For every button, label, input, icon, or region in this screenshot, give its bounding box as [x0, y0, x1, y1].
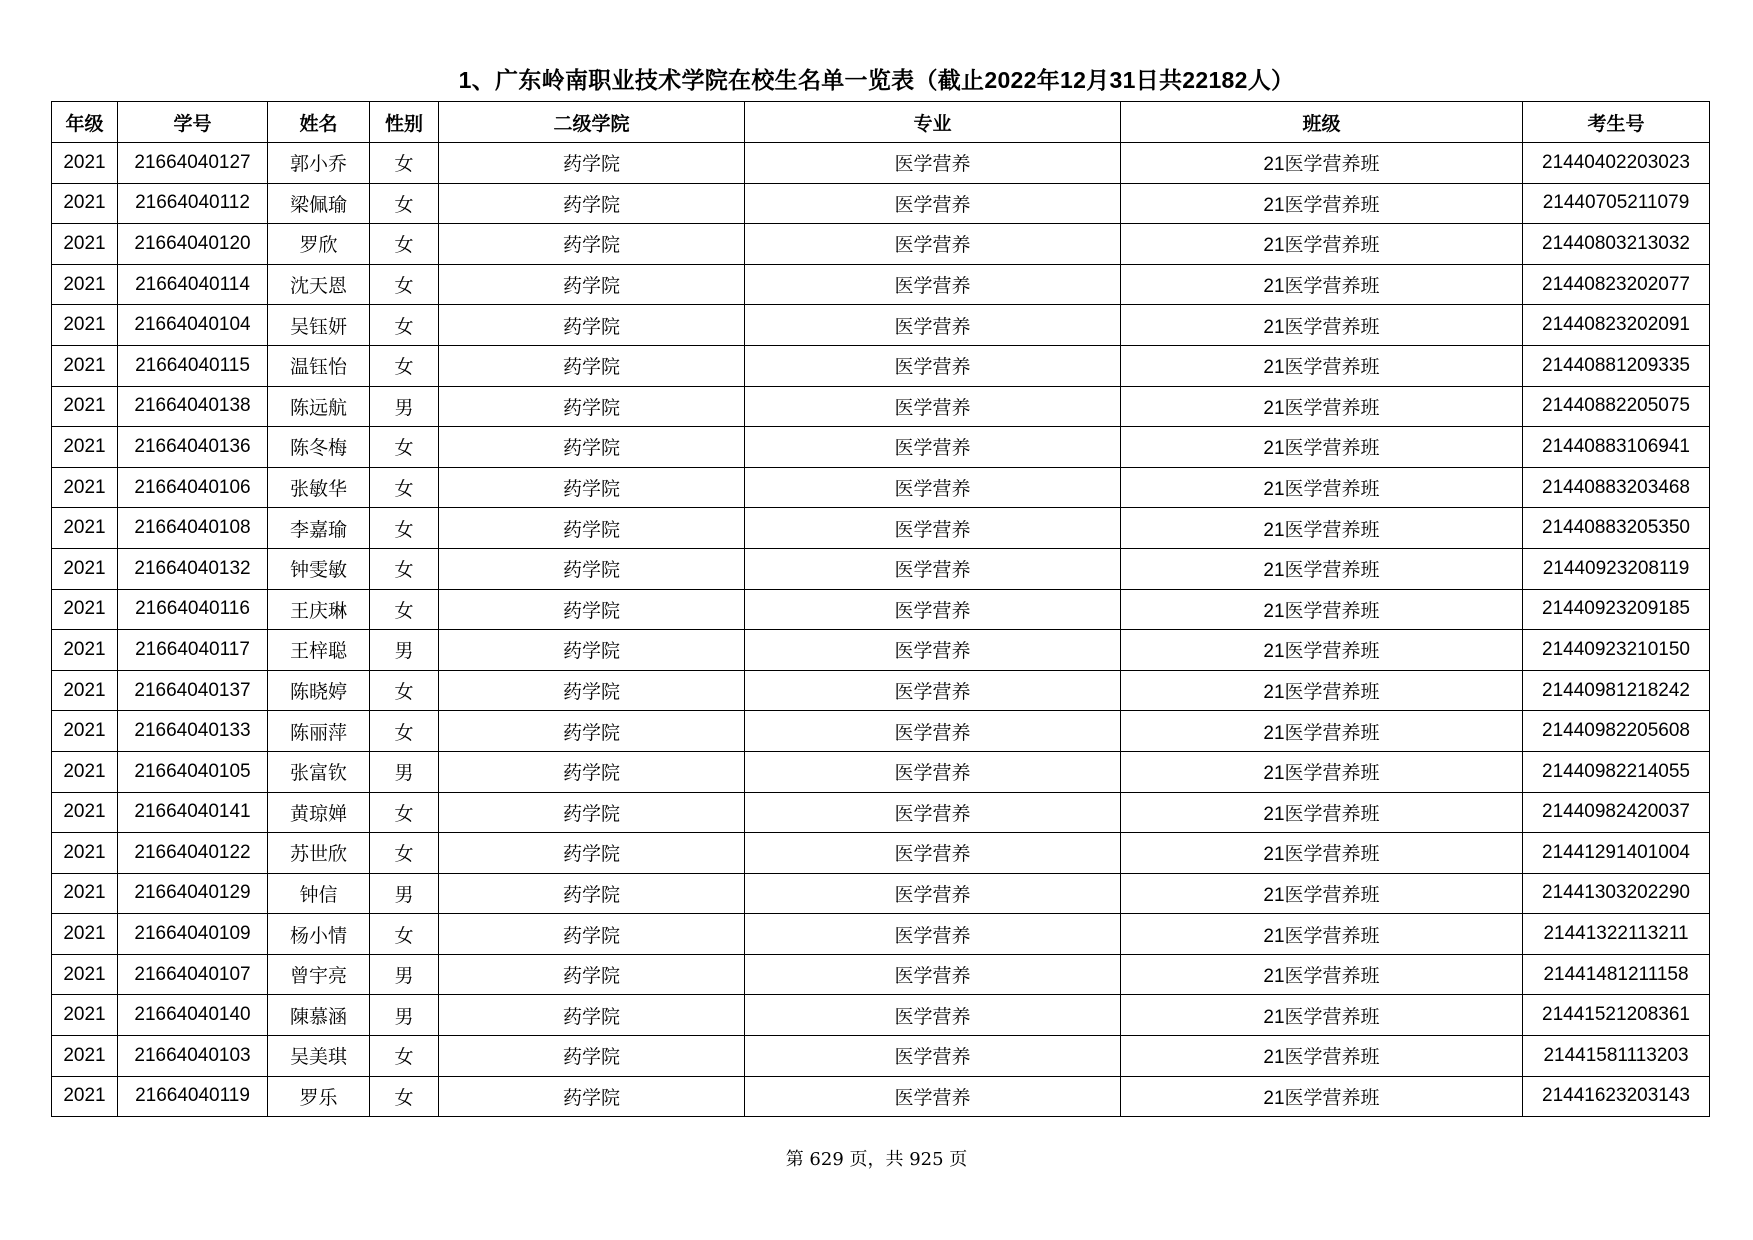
cell-college: 药学院	[439, 224, 745, 265]
cell-gender: 男	[370, 386, 439, 427]
cell-class: 21医学营养班	[1121, 143, 1523, 184]
cell-grade: 2021	[52, 386, 118, 427]
cell-grade: 2021	[52, 873, 118, 914]
cell-class: 21医学营养班	[1121, 427, 1523, 468]
cell-gender: 男	[370, 873, 439, 914]
cell-class: 21医学营养班	[1121, 386, 1523, 427]
cell-college: 药学院	[439, 143, 745, 184]
cell-college: 药学院	[439, 508, 745, 549]
cell-student-id: 21664040117	[118, 630, 268, 671]
cell-gender: 女	[370, 711, 439, 752]
cell-class: 21医学营养班	[1121, 914, 1523, 955]
cell-name: 郭小乔	[268, 143, 370, 184]
cell-student-id: 21664040127	[118, 143, 268, 184]
cell-grade: 2021	[52, 143, 118, 184]
cell-student-id: 21664040138	[118, 386, 268, 427]
table-row	[52, 630, 1710, 671]
cell-class: 21医学营养班	[1121, 1036, 1523, 1077]
cell-student-id: 21664040133	[118, 711, 268, 752]
cell-major: 医学营养	[745, 589, 1121, 630]
cell-class: 21医学营养班	[1121, 792, 1523, 833]
cell-grade: 2021	[52, 589, 118, 630]
cell-name: 杨小情	[268, 914, 370, 955]
cell-class: 21医学营养班	[1121, 264, 1523, 305]
cell-major: 医学营养	[745, 386, 1121, 427]
cell-student-id: 21664040120	[118, 224, 268, 265]
cell-gender: 女	[370, 467, 439, 508]
cell-exam-id: 21441291401004	[1523, 833, 1710, 874]
cell-student-id: 21664040103	[118, 1036, 268, 1077]
cell-class: 21医学营养班	[1121, 873, 1523, 914]
cell-college: 药学院	[439, 873, 745, 914]
cell-grade: 2021	[52, 792, 118, 833]
cell-college: 药学院	[439, 833, 745, 874]
cell-exam-id: 21440803213032	[1523, 224, 1710, 265]
table-row	[52, 467, 1710, 508]
cell-college: 药学院	[439, 183, 745, 224]
table-row	[52, 224, 1710, 265]
table-header-row	[52, 102, 1710, 143]
table-row	[52, 589, 1710, 630]
table-row	[52, 914, 1710, 955]
table-row	[52, 264, 1710, 305]
cell-grade: 2021	[52, 1076, 118, 1117]
cell-college: 药学院	[439, 345, 745, 386]
cell-name: 陈远航	[268, 386, 370, 427]
cell-grade: 2021	[52, 954, 118, 995]
cell-class: 21医学营养班	[1121, 467, 1523, 508]
cell-major: 医学营养	[745, 833, 1121, 874]
cell-name: 吴钰妍	[268, 305, 370, 346]
cell-grade: 2021	[52, 751, 118, 792]
cell-college: 药学院	[439, 589, 745, 630]
cell-major: 医学营养	[745, 792, 1121, 833]
cell-major: 医学营养	[745, 751, 1121, 792]
cell-exam-id: 21440883205350	[1523, 508, 1710, 549]
cell-student-id: 21664040112	[118, 183, 268, 224]
cell-class: 21医学营养班	[1121, 833, 1523, 874]
page-title: 1、广东岭南职业技术学院在校生名单一览表（截止2022年12月31日共22182人）	[458, 67, 1295, 93]
cell-name: 罗欣	[268, 224, 370, 265]
cell-major: 医学营养	[745, 548, 1121, 589]
table-row	[52, 1076, 1710, 1117]
cell-grade: 2021	[52, 548, 118, 589]
cell-student-id: 21664040108	[118, 508, 268, 549]
cell-class: 21医学营养班	[1121, 751, 1523, 792]
header-student-id: 学号	[118, 102, 268, 143]
cell-exam-id: 21440883106941	[1523, 427, 1710, 468]
table-row	[52, 873, 1710, 914]
cell-gender: 女	[370, 264, 439, 305]
cell-gender: 女	[370, 670, 439, 711]
cell-class: 21医学营养班	[1121, 1076, 1523, 1117]
cell-major: 医学营养	[745, 1036, 1121, 1077]
header-major: 专业	[745, 102, 1121, 143]
table-row	[52, 711, 1710, 752]
cell-student-id: 21664040122	[118, 833, 268, 874]
cell-grade: 2021	[52, 345, 118, 386]
cell-class: 21医学营养班	[1121, 305, 1523, 346]
cell-name: 陈丽萍	[268, 711, 370, 752]
cell-major: 医学营养	[745, 711, 1121, 752]
cell-gender: 女	[370, 508, 439, 549]
table-row	[52, 305, 1710, 346]
cell-name: 王庆琳	[268, 589, 370, 630]
cell-name: 钟雯敏	[268, 548, 370, 589]
cell-major: 医学营养	[745, 224, 1121, 265]
cell-student-id: 21664040116	[118, 589, 268, 630]
cell-name: 李嘉瑜	[268, 508, 370, 549]
cell-major: 医学营养	[745, 995, 1121, 1036]
cell-college: 药学院	[439, 264, 745, 305]
cell-exam-id: 21441623203143	[1523, 1076, 1710, 1117]
cell-grade: 2021	[52, 914, 118, 955]
cell-grade: 2021	[52, 183, 118, 224]
cell-college: 药学院	[439, 1076, 745, 1117]
table-row	[52, 995, 1710, 1036]
cell-exam-id: 21441581113203	[1523, 1036, 1710, 1077]
table-row	[52, 751, 1710, 792]
cell-exam-id: 21440823202091	[1523, 305, 1710, 346]
cell-class: 21医学营养班	[1121, 995, 1523, 1036]
cell-exam-id: 21440923209185	[1523, 589, 1710, 630]
cell-exam-id: 21440982420037	[1523, 792, 1710, 833]
cell-college: 药学院	[439, 954, 745, 995]
cell-class: 21医学营养班	[1121, 224, 1523, 265]
cell-college: 药学院	[439, 548, 745, 589]
cell-gender: 女	[370, 183, 439, 224]
cell-name: 曾宇亮	[268, 954, 370, 995]
cell-student-id: 21664040115	[118, 345, 268, 386]
cell-class: 21医学营养班	[1121, 630, 1523, 671]
cell-major: 医学营养	[745, 427, 1121, 468]
cell-exam-id: 21440923210150	[1523, 630, 1710, 671]
table-row	[52, 548, 1710, 589]
header-class: 班级	[1121, 102, 1523, 143]
table-row	[52, 143, 1710, 184]
cell-college: 药学院	[439, 914, 745, 955]
cell-student-id: 21664040104	[118, 305, 268, 346]
cell-class: 21医学营养班	[1121, 183, 1523, 224]
cell-gender: 女	[370, 914, 439, 955]
cell-gender: 女	[370, 1036, 439, 1077]
cell-gender: 男	[370, 630, 439, 671]
student-roster-table	[51, 101, 1710, 1117]
cell-exam-id: 21440883203468	[1523, 467, 1710, 508]
cell-class: 21医学营养班	[1121, 670, 1523, 711]
table-row	[52, 386, 1710, 427]
cell-student-id: 21664040105	[118, 751, 268, 792]
cell-name: 吴美琪	[268, 1036, 370, 1077]
header-grade: 年级	[52, 102, 118, 143]
cell-major: 医学营养	[745, 183, 1121, 224]
table-row	[52, 792, 1710, 833]
cell-class: 21医学营养班	[1121, 711, 1523, 752]
cell-grade: 2021	[52, 1036, 118, 1077]
cell-grade: 2021	[52, 467, 118, 508]
cell-major: 医学营养	[745, 508, 1121, 549]
cell-exam-id: 21440982205608	[1523, 711, 1710, 752]
cell-name: 张敏华	[268, 467, 370, 508]
header-gender: 性别	[370, 102, 439, 143]
cell-student-id: 21664040107	[118, 954, 268, 995]
cell-major: 医学营养	[745, 264, 1121, 305]
table-body	[52, 143, 1710, 1117]
cell-gender: 女	[370, 548, 439, 589]
cell-college: 药学院	[439, 995, 745, 1036]
table-row	[52, 183, 1710, 224]
header-college: 二级学院	[439, 102, 745, 143]
cell-student-id: 21664040114	[118, 264, 268, 305]
cell-major: 医学营养	[745, 954, 1121, 995]
cell-major: 医学营养	[745, 467, 1121, 508]
cell-gender: 女	[370, 792, 439, 833]
cell-college: 药学院	[439, 305, 745, 346]
table-row	[52, 1036, 1710, 1077]
cell-gender: 女	[370, 589, 439, 630]
cell-exam-id: 21440882205075	[1523, 386, 1710, 427]
cell-grade: 2021	[52, 833, 118, 874]
table-row	[52, 345, 1710, 386]
cell-exam-id: 21440881209335	[1523, 345, 1710, 386]
cell-grade: 2021	[52, 670, 118, 711]
cell-gender: 男	[370, 954, 439, 995]
cell-name: 温钰怡	[268, 345, 370, 386]
cell-name: 张富钦	[268, 751, 370, 792]
cell-major: 医学营养	[745, 1076, 1121, 1117]
cell-college: 药学院	[439, 1036, 745, 1077]
cell-student-id: 21664040129	[118, 873, 268, 914]
cell-exam-id: 21441521208361	[1523, 995, 1710, 1036]
cell-college: 药学院	[439, 427, 745, 468]
table-row	[52, 670, 1710, 711]
cell-gender: 男	[370, 995, 439, 1036]
cell-class: 21医学营养班	[1121, 548, 1523, 589]
cell-grade: 2021	[52, 508, 118, 549]
cell-college: 药学院	[439, 751, 745, 792]
cell-name: 陳慕涵	[268, 995, 370, 1036]
cell-student-id: 21664040132	[118, 548, 268, 589]
cell-grade: 2021	[52, 711, 118, 752]
cell-major: 医学营养	[745, 630, 1121, 671]
table-row	[52, 427, 1710, 468]
cell-college: 药学院	[439, 386, 745, 427]
cell-student-id: 21664040140	[118, 995, 268, 1036]
cell-student-id: 21664040141	[118, 792, 268, 833]
cell-student-id: 21664040109	[118, 914, 268, 955]
cell-exam-id: 21441303202290	[1523, 873, 1710, 914]
cell-grade: 2021	[52, 995, 118, 1036]
cell-name: 沈天恩	[268, 264, 370, 305]
cell-gender: 女	[370, 305, 439, 346]
cell-major: 医学营养	[745, 873, 1121, 914]
cell-gender: 女	[370, 427, 439, 468]
cell-major: 医学营养	[745, 914, 1121, 955]
cell-grade: 2021	[52, 305, 118, 346]
cell-gender: 女	[370, 224, 439, 265]
cell-exam-id: 21441322113211	[1523, 914, 1710, 955]
cell-name: 苏世欣	[268, 833, 370, 874]
cell-exam-id: 21440402203023	[1523, 143, 1710, 184]
table-row	[52, 508, 1710, 549]
cell-grade: 2021	[52, 427, 118, 468]
cell-gender: 女	[370, 1076, 439, 1117]
cell-grade: 2021	[52, 264, 118, 305]
cell-gender: 女	[370, 143, 439, 184]
header-name: 姓名	[268, 102, 370, 143]
cell-major: 医学营养	[745, 670, 1121, 711]
table-row	[52, 954, 1710, 995]
cell-name: 王梓聪	[268, 630, 370, 671]
cell-name: 陈晓婷	[268, 670, 370, 711]
cell-name: 钟信	[268, 873, 370, 914]
cell-grade: 2021	[52, 224, 118, 265]
cell-exam-id: 21440923208119	[1523, 548, 1710, 589]
cell-college: 药学院	[439, 467, 745, 508]
cell-name: 黄琼婵	[268, 792, 370, 833]
cell-student-id: 21664040137	[118, 670, 268, 711]
header-exam-id: 考生号	[1523, 102, 1710, 143]
cell-student-id: 21664040106	[118, 467, 268, 508]
cell-student-id: 21664040119	[118, 1076, 268, 1117]
cell-name: 梁佩瑜	[268, 183, 370, 224]
cell-class: 21医学营养班	[1121, 954, 1523, 995]
cell-major: 医学营养	[745, 305, 1121, 346]
cell-name: 罗乐	[268, 1076, 370, 1117]
cell-major: 医学营养	[745, 345, 1121, 386]
cell-college: 药学院	[439, 792, 745, 833]
cell-name: 陈冬梅	[268, 427, 370, 468]
cell-class: 21医学营养班	[1121, 508, 1523, 549]
cell-exam-id: 21440981218242	[1523, 670, 1710, 711]
table-row	[52, 833, 1710, 874]
cell-exam-id: 21440823202077	[1523, 264, 1710, 305]
cell-gender: 女	[370, 833, 439, 874]
cell-gender: 女	[370, 345, 439, 386]
cell-exam-id: 21440982214055	[1523, 751, 1710, 792]
cell-class: 21医学营养班	[1121, 345, 1523, 386]
cell-college: 药学院	[439, 670, 745, 711]
cell-exam-id: 21440705211079	[1523, 183, 1710, 224]
cell-gender: 男	[370, 751, 439, 792]
cell-college: 药学院	[439, 630, 745, 671]
cell-major: 医学营养	[745, 143, 1121, 184]
cell-college: 药学院	[439, 711, 745, 752]
cell-grade: 2021	[52, 630, 118, 671]
cell-exam-id: 21441481211158	[1523, 954, 1710, 995]
page-footer: 第 629 页，共 925 页	[785, 1149, 968, 1170]
cell-student-id: 21664040136	[118, 427, 268, 468]
cell-class: 21医学营养班	[1121, 589, 1523, 630]
